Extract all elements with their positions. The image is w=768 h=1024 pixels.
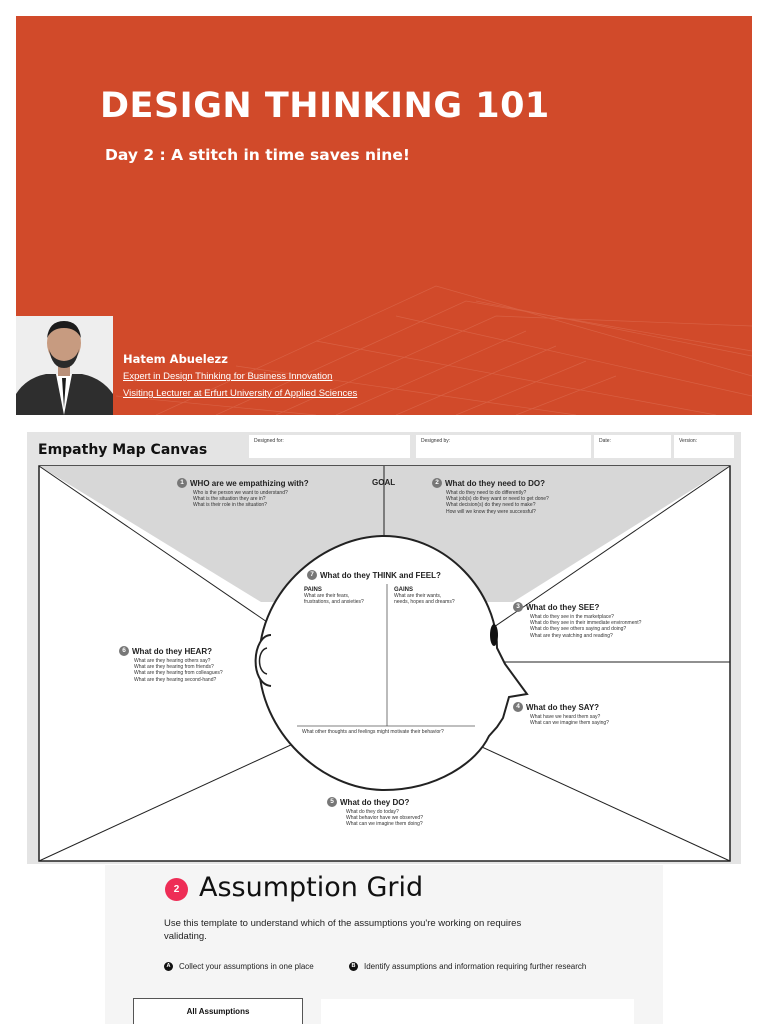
section-who [177,478,309,509]
slide-title: DESIGN THINKING 101 [100,86,550,126]
section-need-to-do [432,478,549,515]
number-4-icon: 4 [513,702,523,712]
who-line: What is their role in the situation? [193,502,267,509]
section-hear [119,646,223,683]
pains-line: What are their fears, [304,593,350,599]
need-to-do-heading: What do they need to DO? [445,478,545,488]
number-3-icon: 3 [513,602,523,612]
who-line: What is the situation they are in? [193,496,266,503]
assumptions-content-panel [321,999,634,1024]
designed-for-field[interactable]: Designed for: [249,435,410,458]
need-to-do-line: What job(s) do they want or need to get done? [446,496,549,503]
number-6-icon: 6 [119,646,129,656]
who-heading: WHO are we empathizing with? [190,478,309,488]
see-line: What do they see others saying and doing? [530,626,627,633]
hear-line: What are they hearing from colleagues? [134,670,223,677]
person-silhouette-icon [16,316,113,415]
section-see [513,602,641,639]
need-to-do-line: How will we know they were successful? [446,508,536,515]
empathy-map-title: Empathy Map Canvas [38,442,208,458]
slide-subtitle: Day 2 : A stitch in time saves nine! [105,146,410,164]
see-line: What do they see in their immediate environment? [530,620,642,627]
section-think-feel-heading [307,570,441,580]
hear-line: What are they hearing from friends? [134,664,214,671]
all-assumptions-tab[interactable]: All Assumptions [133,998,303,1024]
gains-line: What are their wants, [394,593,442,599]
pains-block [304,587,364,605]
pains-label: PAINS [304,587,322,593]
see-line: What are they watching and reading? [530,632,613,639]
author-link-expertise[interactable]: Expert in Design Thinking for Business Innovation [123,371,333,382]
hear-line: What are they hearing others say? [134,658,211,664]
see-heading: What do they SEE? [526,602,600,612]
hear-line: What are they hearing second-hand? [134,676,217,683]
say-heading: What do they SAY? [526,702,600,712]
number-2-icon: 2 [432,478,442,488]
author-link-lecturer[interactable]: Visiting Lecturer at Erfurt University of Applied Sciences [123,388,358,399]
author-name: Hatem Abuelezz [123,352,228,366]
section-do [327,797,423,828]
number-7-icon: 7 [307,570,317,580]
section-say [513,702,609,726]
date-field[interactable]: Date: [594,435,671,458]
gains-line: needs, hopes and dreams? [394,599,455,606]
step-a [164,962,314,971]
need-to-do-line: What do they need to do differently? [446,490,527,496]
number-5-icon: 5 [327,797,337,807]
gains-block [394,587,455,605]
see-line: What do they see in the marketplace? [530,614,614,620]
goal-label: GOAL [372,478,396,487]
do-heading: What do they DO? [340,797,410,807]
think-feel-footer: What other thoughts and feelings might motivate their behavior? [302,729,444,735]
pains-line: frustrations, and anxieties? [304,599,364,606]
designed-by-field[interactable]: Designed by: [416,435,591,458]
version-field[interactable]: Version: [674,435,734,458]
empathy-map-canvas [27,432,741,864]
say-line: What can we imagine them saying? [530,720,609,727]
step-b-label: Identify assumptions and information requiring further research [364,962,587,971]
step-badge: 2 [165,878,188,901]
step-b [349,962,586,971]
number-1-icon: 1 [177,478,187,488]
think-feel-heading: What do they THINK and FEEL? [320,570,441,580]
author-photo [16,316,113,415]
do-line: What do they do today? [346,809,399,815]
assumption-grid-title: Assumption Grid [199,872,424,903]
assumption-grid-panel [105,865,663,1024]
do-line: What can we imagine them doing? [346,821,423,828]
step-a-icon: A [164,962,173,971]
do-line: What behavior have we observed? [346,815,423,822]
title-slide [16,16,752,415]
hear-heading: What do they HEAR? [132,646,212,656]
who-line: Who is the person we want to understand? [193,490,288,496]
say-line: What have we heard them say? [530,714,601,720]
step-a-label: Collect your assumptions in one place [179,962,314,971]
gains-label: GAINS [394,587,414,593]
need-to-do-line: What decision(s) do they need to make? [446,502,536,509]
step-b-icon: B [349,962,358,971]
assumption-grid-description: Use this template to understand which of the assumptions you're working on requires validating. [164,918,522,942]
